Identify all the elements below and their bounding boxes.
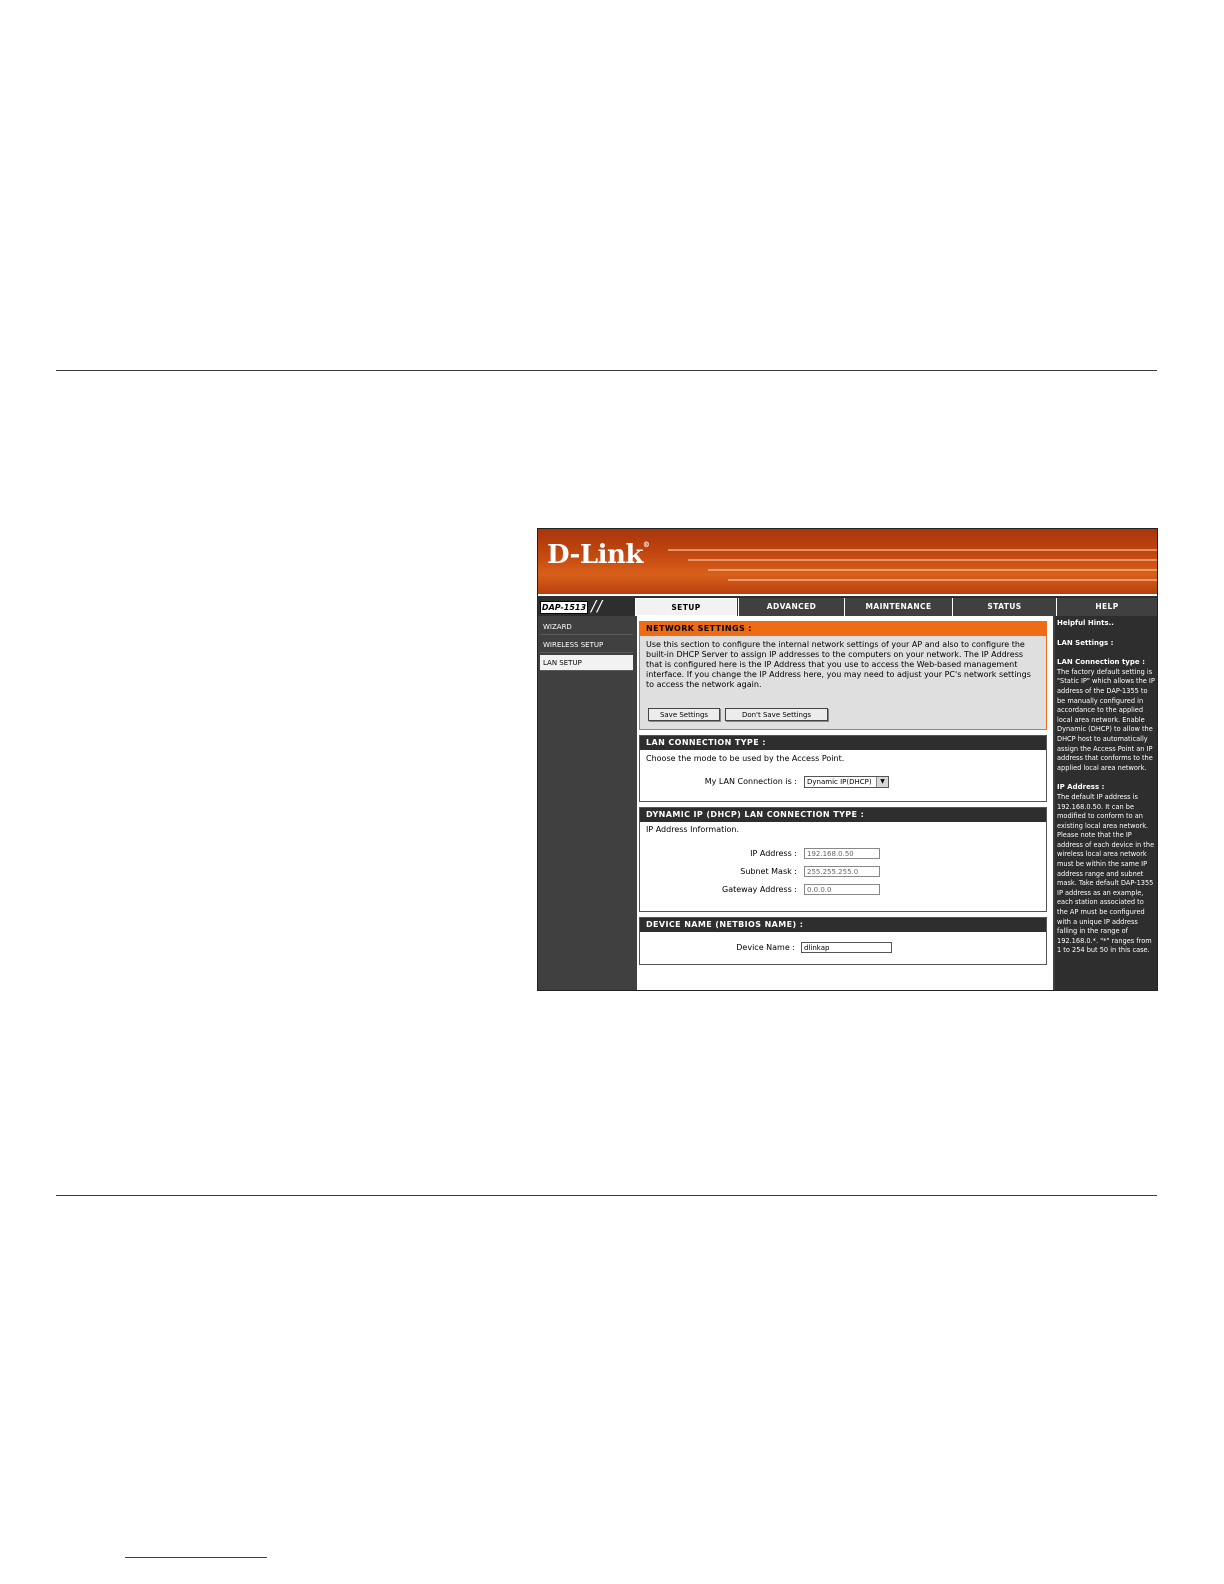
lan-connection-panel bbox=[639, 735, 1047, 802]
bottom-divider bbox=[56, 1195, 1157, 1196]
device-name-title: DEVICE NAME (NETBIOS NAME) : bbox=[640, 918, 1046, 932]
network-settings-title: NETWORK SETTINGS : bbox=[640, 622, 1046, 636]
subnet-mask-field[interactable]: 255.255.255.0 bbox=[804, 866, 880, 877]
help-conn-type-text: The factory default setting is "Static IP" which allows the IP address of the DAP-1355 to be manually configured in accordance to the applied local area network. Enable Dynamic (DHCP) to allow the DHCP host to automatically assign the Access Point an IP address that conforms to the applied local area network. bbox=[1057, 667, 1155, 772]
ip-address-field[interactable]: 192.168.0.50 bbox=[804, 848, 880, 859]
tab-maintenance[interactable]: MAINTENANCE bbox=[844, 598, 952, 616]
dhcp-panel bbox=[639, 807, 1047, 912]
tab-setup[interactable]: SETUP bbox=[635, 598, 737, 616]
top-nav-bar bbox=[538, 594, 1157, 616]
device-name-label: Device Name : bbox=[736, 943, 795, 952]
lan-connection-select[interactable]: Dynamic IP(DHCP) ▼ bbox=[804, 776, 889, 788]
router-admin-screenshot bbox=[537, 528, 1158, 991]
save-settings-button[interactable]: Save Settings bbox=[648, 708, 720, 721]
main-content bbox=[637, 616, 1053, 990]
sidebar bbox=[538, 616, 635, 990]
help-ip-text: The default IP address is 192.168.0.50. It can be modified to conform to an existing local area network. Please note that the IP address of each device in the wireless local area network must be within the same IP address range and subnet mask. Take default DAP-1355 IP address as an example, each station associated to the AP must be configured with a unique IP address falling in the range of 192.168.0.*. "*" ranges from 1 to 254 but 50 in this case. bbox=[1057, 792, 1155, 955]
help-conn-type-title: LAN Connection type : bbox=[1057, 658, 1145, 667]
slash-decoration: / bbox=[597, 597, 603, 615]
gateway-address-label: Gateway Address : bbox=[722, 885, 797, 894]
device-name-panel bbox=[639, 917, 1047, 965]
help-title: Helpful Hints.. bbox=[1057, 619, 1114, 627]
lan-connection-label: My LAN Connection is : bbox=[704, 777, 797, 786]
help-panel bbox=[1055, 616, 1157, 990]
dont-save-settings-button[interactable]: Don't Save Settings bbox=[725, 708, 828, 721]
tab-help[interactable]: HELP bbox=[1056, 598, 1157, 616]
lan-connection-title: LAN CONNECTION TYPE : bbox=[640, 736, 1046, 750]
tab-status[interactable]: STATUS bbox=[952, 598, 1056, 616]
dhcp-subtitle: IP Address Information. bbox=[646, 825, 739, 834]
gateway-address-field[interactable]: 0.0.0.0 bbox=[804, 884, 880, 895]
help-ip-title: IP Address : bbox=[1057, 783, 1105, 792]
ip-address-label: IP Address : bbox=[750, 849, 797, 858]
chevron-down-icon: ▼ bbox=[876, 777, 888, 787]
network-settings-description: Use this section to configure the internal network settings of your AP and also to configure the built-in DHCP Server to assign IP addresses to the computers on your network. The IP Address that is configured here is the IP Address that you use to access the Web-based management interface. If you change the IP Address here, you may need to adjust your PC's network settings to access the network again. bbox=[646, 640, 1031, 689]
footer-link-underline[interactable] bbox=[125, 1557, 267, 1558]
sidebar-item-wireless-setup[interactable]: WIRELESS SETUP bbox=[540, 637, 633, 653]
slash-decoration: / bbox=[591, 597, 597, 615]
tab-advanced[interactable]: ADVANCED bbox=[738, 598, 844, 616]
device-name-field[interactable]: dlinkap bbox=[801, 942, 892, 953]
top-divider bbox=[56, 370, 1157, 371]
model-label: DAP-1513 bbox=[541, 603, 587, 612]
subnet-mask-label: Subnet Mask : bbox=[740, 867, 797, 876]
sidebar-item-lan-setup[interactable]: LAN SETUP bbox=[540, 655, 633, 671]
network-settings-panel bbox=[639, 621, 1047, 730]
help-lan-settings: LAN Settings : bbox=[1057, 638, 1114, 647]
lan-connection-description: Choose the mode to be used by the Access Point. bbox=[646, 754, 845, 763]
sidebar-item-wizard[interactable]: WIZARD bbox=[540, 619, 633, 635]
dlink-logo: D-Link® bbox=[547, 540, 650, 570]
dhcp-title: DYNAMIC IP (DHCP) LAN CONNECTION TYPE : bbox=[640, 808, 1046, 822]
brand-banner bbox=[538, 529, 1157, 594]
